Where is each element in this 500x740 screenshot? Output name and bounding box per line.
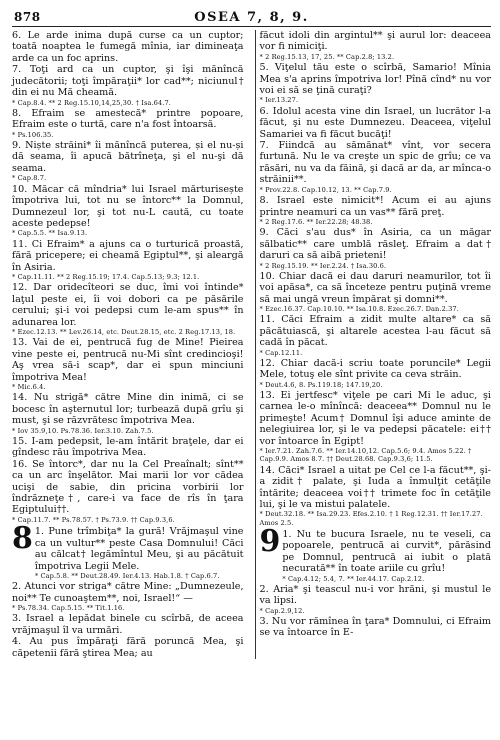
cross-reference: * Ps.106.35. <box>12 130 54 139</box>
verse: 5. Viţelul tău este o scîrbă, Samario! Mînia Mea s'a aprins împotriva lor! Pînă cînd* nu vor voi ei să se ţină curaţi? <box>259 62 491 97</box>
cross-reference: * Cap.11.7. ** Ps.78.57. † Ps.73.9. †† Cap.9.3,6. <box>12 515 175 524</box>
verse: 9. Căci s'au dus* în Asiria, ca un măgar sălbatic** care umblă răsleţ. Efraim a dat† daruri ca să aibă prieteni! <box>259 227 491 262</box>
cross-reference: * Deut.32.18. ** Isa.29.23. Efes.2.10. † 1 Reg.12.31. †† Ier.17.27. Amos 2.5. <box>259 510 483 527</box>
verse: 2. Atunci vor striga* către Mine: „Dumnezeule, noi** Te cunoaştem**, noi, Israel!“ — <box>12 581 244 604</box>
cross-reference: * 2 Reg.15.19. ** Ier.2.24. † Isa.30.6. <box>259 261 387 270</box>
text-columns <box>12 30 491 659</box>
column-divider <box>255 30 256 659</box>
cross-reference: * Ezec.16.37. Cap.10.10. ** Isa.10.8. Ezec.26.7. Dan.2.37. <box>259 305 459 314</box>
cross-reference: * Prov.22.8. Cap.10.12, 13. ** Cap.7.9. <box>259 185 392 194</box>
verse: 14. Nu strigă* către Mine din inimă, ci se bocesc în aşternutul lor; turbează după grîu şi must, şi se răzvrătesc împotriva Mea. <box>12 392 244 427</box>
verse: 10. Măcar că mîndria* lui Israel mărturisește împotriva lui, tot nu se întorc** la Domnul, Dumnezeul lor, şi tot nu-L caută, cu toate aceste pedepse! <box>12 183 244 229</box>
verse: 6. Idolul acesta vine din Israel, un lucrător l-a făcut, şi nu este Dumnezeu. Deaceea, viţelul Samariei va fi făcut bucăţi! <box>259 105 491 140</box>
cross-reference: * Ezec.12.13. ** Lev.26.14, etc. Deut.28.15, etc. 2 Reg.17.13, 18. <box>12 327 236 336</box>
verse: 13. Ei jertfesc* viţele pe cari Mi le aduc, şi carnea le-o mînîncă: deaceea** Domnul nu le primeşte! Acum† Domnul îşi aduce aminte de nelegiuirea lor, şi le va pedepsi păcatele: ei†† vor întoarce în Egipt! <box>259 389 491 447</box>
cross-reference: * Ps.78.34. Cap.5.15. ** Tit.1.16. <box>12 604 125 613</box>
verse: 3. Nu vor rămînea în ţara* Domnului, ci Efraim se va întoarce în E- <box>259 615 491 639</box>
chapter-first-verse-block <box>35 526 244 581</box>
running-head: OSEA 7, 8, 9. <box>194 10 309 25</box>
cross-reference: * Iov 35.9,10. Ps.78.36. Ier.3.10. Zah.7.5. <box>12 426 154 435</box>
verse: 3. Israel a lepădat binele cu scîrbă, de aceea vrăjmaşul îl va urmări. <box>12 613 244 636</box>
verse: 8. Efraim se amestecă* printre popoare, Efraim este o turtă, care n'a fost întoarsă. <box>12 107 244 131</box>
cross-reference: * Cap.5.5. ** Isa.9.13. <box>12 229 88 238</box>
cross-reference: * 2 Reg.15.13, 17, 25. ** Cap.2.8; 13.2. <box>259 52 395 61</box>
verse: 1. Pune trîmbiţa* la gură! Vrăjmaşul vine ca un vultur** peste Casa Domnului! Căci au călcat† legămîntul Meu, şi au păcătuit împotriva Legii Mele. <box>34 526 244 572</box>
cross-reference: * Deut.4.6, 8. Ps.119.18; 147.19,20. <box>259 380 383 389</box>
verse: 8. Israel este nimicit*! Acum ei au ajuns printre neamuri ca un vas** fără preţ. <box>259 195 491 218</box>
verse: 4. Au pus împăraţi fără poruncă Mea, şi căpetenii fără ştirea Mea; au <box>12 636 244 659</box>
chapter-start <box>259 523 492 584</box>
cross-reference: * Cap.8.4. ** 2 Reg.15.10,14,25,30. † Isa.64.7. <box>12 98 171 107</box>
verse: 11. Ci Efraim* a ajuns ca o turturică proastă, fără pricepere; ei cheamă Egiptul**, şi aleargă în Asiria. <box>12 238 244 273</box>
verse: 7. Fiindcă au sămănat* vînt, vor secera furtună. Nu le va creşte un spic de grîu; ce va răsări, nu va da făină, şi dacă ar da, ar mînca-o străinii**. <box>259 140 491 186</box>
cross-reference: * Cap.12.11. <box>259 348 303 357</box>
chapter-number: 9 <box>259 523 281 559</box>
left-column <box>12 30 252 659</box>
verse: făcut idoli din argintul** şi aurul lor: deaceea vor fi nimiciţi. <box>259 30 491 53</box>
cross-reference: * Cap.8.7. <box>12 174 47 183</box>
page-number: 878 <box>14 10 41 24</box>
verse: 16. Se întorc*, dar nu la Cel Preaînalt; sînt** ca un arc înşelător. Mai marii lor vor cădea ucişi de sabie, din pricina vorbirii lor îndrăzneţe†, care-i va face de rîs în ţara Egiptului††. <box>12 458 244 516</box>
verse: 11. Căci Efraim a zidit multe altare* ca să păcătuiască, şi altarele acestea l-au făcut să cadă în păcat. <box>259 314 491 349</box>
verse: 10. Chiar dacă ei dau daruri neamurilor, tot îi voi apăsa*, ca să înceteze pentru puţină vreme să mai ungă vreun împărat şi domni**. <box>259 270 491 305</box>
cross-reference: * Mic.6.4. <box>12 383 46 391</box>
verse: 12. Dar oridecîteori se duc, îmi voi întinde* laţul peste ei, îi voi dobori ca pe păsările cerului; şi-i voi pedepsi cum le-am spus** în adunarea lor. <box>12 282 244 328</box>
verse: 13. Vai de ei, pentrucă fug de Mine! Pieirea vine peste ei, pentrucă nu-Mi sînt credincioşi! Aş vrea să-i scap*, dar ei spun minciuni împotriva Mea! <box>12 337 244 383</box>
verse: 14. Căci* Israel a uitat pe Cel ce l-a făcut**, şi-a zidit† palate, şi Iuda a înmulţit cetăţile întărite; deaceea voi†† trimete foc în cetăţile lui, şi le va mistui palatele. <box>259 464 491 510</box>
verse: 6. Le arde inima după curse ca un cuptor; toată noaptea le fumegă mînia, iar dimineaţa arde ca un foc aprins. <box>12 30 244 64</box>
verse: 2. Aria* şi teascul nu-i vor hrăni, şi mustul le va lipsi. <box>259 583 491 607</box>
cross-reference: * Cap.4.12; 5.4, 7. ** Ier.44.17. Cap.2.12. <box>282 574 425 583</box>
cross-reference: * Cap.2.9,12. <box>259 606 305 615</box>
chapter-first-verse-block <box>282 529 491 584</box>
verse: 15. I-am pedepsit, le-am întărit braţele, dar ei gîndesc rău împotriva Mea. <box>12 435 244 459</box>
cross-reference: * 2 Reg.17.6. ** Ier.22.28; 48.38. <box>259 217 373 226</box>
page-header <box>12 10 491 27</box>
cross-reference: * Ier.13.27. <box>259 96 299 105</box>
verse: 1. Nu te bucura Israele, nu te veseli, ca popoarele, pentrucă ai curvit*, părăsind pe Domnul, pentrucă ai iubit o plată necurată** în toate ariile cu grîu! <box>282 528 491 575</box>
verse: 9. Niște străini* îi mănîncă puterea, și el nu-și dă seama, îi apucă bătrîneţa, şi el nu-şi dă seama. <box>12 140 244 174</box>
cross-reference: * Ier.7.21. Zah.7.6. ** Ier.14.10,12. Cap.5.6; 9.4. Amos 5.22. † Cap.9.9. Amos 8.7. †† Deut.28.68. Cap.9.3,6; 11.5. <box>259 447 472 464</box>
chapter-number: 8 <box>12 521 33 557</box>
verse: 7. Toţi ard ca un cuptor, şi îşi mănîncă judecătorii; toţi împăraţii* lor cad**; niciunul† din ei nu Mă cheamă. <box>12 64 244 99</box>
cross-reference: * Cap.11.11. ** 2 Reg.15.19; 17.4. Cap.5.13; 9.3; 12.1. <box>12 272 200 281</box>
right-column <box>252 30 492 659</box>
chapter-start <box>12 521 244 581</box>
verse: 12. Chiar dacă-i scriu toate poruncile* Legii Mele, totuş ele sînt privite ca ceva străin. <box>259 357 491 381</box>
cross-reference: * Cap.5.8. ** Deut.28.49. Ier.4.13. Hab.1.8. † Cap.6.7. <box>34 571 220 580</box>
